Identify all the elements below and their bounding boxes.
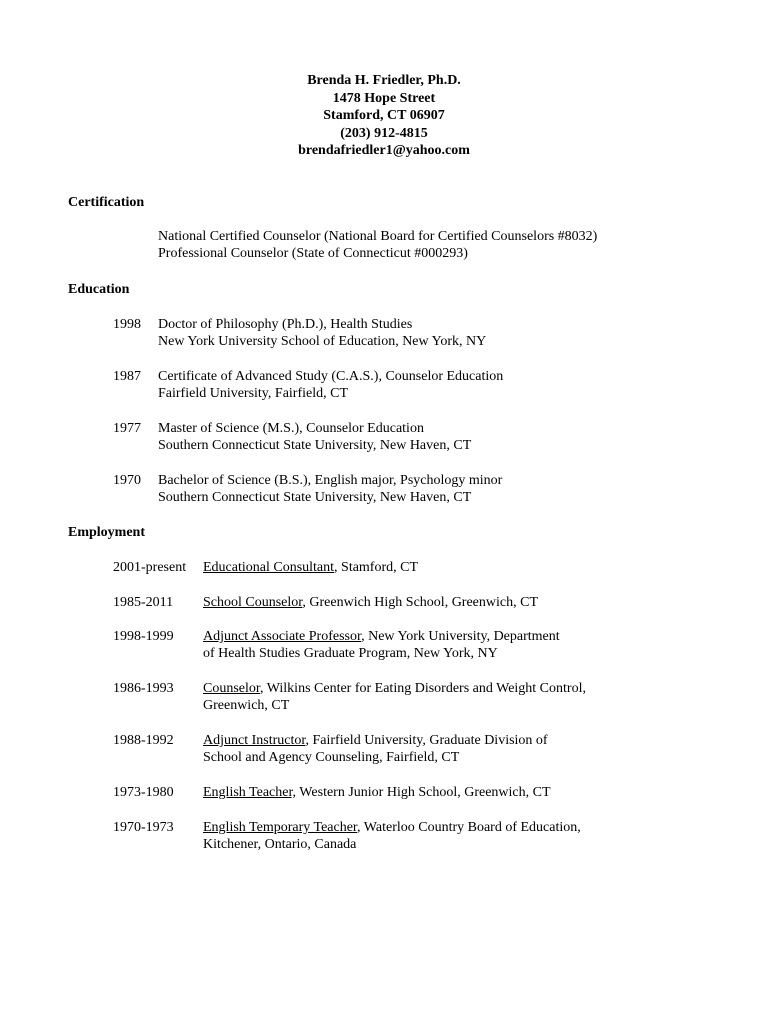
- job-details: , New York University, Department: [361, 629, 560, 644]
- job-details: , Wilkins Center for Eating Disorders and Weight Control,: [260, 681, 586, 696]
- education-year: 1970: [113, 473, 141, 488]
- education-year: 1977: [113, 421, 141, 436]
- email-address: brendafriedler1@yahoo.com: [298, 143, 470, 158]
- phone-number: (203) 912-4815: [340, 125, 428, 141]
- job-details-continued: School and Agency Counseling, Fairfield, CT: [203, 750, 460, 765]
- education-degree: Doctor of Philosophy (Ph.D.), Health Studies: [158, 317, 413, 332]
- city-state-zip: Stamford, CT 06907: [323, 108, 445, 123]
- job-details: , Fairfield University, Graduate Division of: [305, 733, 548, 748]
- job-title: Adjunct Associate Professor: [203, 629, 362, 644]
- education-degree: Master of Science (M.S.), Counselor Education: [158, 421, 424, 436]
- education-school: Fairfield University, Fairfield, CT: [158, 386, 348, 401]
- job-details-continued: of Health Studies Graduate Program, New York, NY: [203, 646, 498, 661]
- certification-list: [158, 228, 597, 262]
- education-degree: Certificate of Advanced Study (C.A.S.), Counselor Education: [158, 369, 504, 384]
- job-details-continued: Greenwich, CT: [203, 698, 290, 713]
- employment-years: 1970-1973: [113, 820, 174, 835]
- job-details: , Greenwich High School, Greenwich, CT: [302, 595, 538, 610]
- job-title: English Teacher,: [203, 785, 297, 800]
- employment-years: 1986-1993: [113, 681, 174, 696]
- employment-years: 2001-present: [113, 560, 187, 575]
- resume-header: [0, 72, 768, 160]
- certification-item: National Certified Counselor (National Board for Certified Counselors #8032): [158, 229, 598, 244]
- education-year: 1998: [113, 317, 141, 332]
- education-school: Southern Connecticut State University, New Haven, CT: [158, 490, 472, 505]
- certification-item: Professional Counselor (State of Connecticut #000293): [158, 246, 468, 261]
- education-school: New York University School of Education, New York, NY: [158, 334, 487, 349]
- employment-years: 1998-1999: [113, 629, 174, 644]
- section-heading-employment: Employment: [68, 525, 145, 540]
- education-degree: Bachelor of Science (B.S.), English major, Psychology minor: [158, 473, 503, 488]
- section-heading-education: Education: [68, 282, 130, 297]
- job-title: Educational Consultant: [203, 560, 335, 575]
- employment-years: 1985-2011: [113, 595, 174, 610]
- education-year: 1987: [113, 369, 141, 384]
- job-details: , Stamford, CT: [334, 560, 419, 575]
- person-name: Brenda H. Friedler, Ph.D.: [307, 73, 461, 88]
- job-details-continued: Kitchener, Ontario, Canada: [203, 837, 357, 852]
- job-details: Western Junior High School, Greenwich, CT: [296, 785, 551, 800]
- job-title: School Counselor: [203, 595, 303, 610]
- job-title: Counselor: [203, 681, 260, 696]
- job-details: , Waterloo Country Board of Education,: [357, 820, 581, 835]
- section-heading-certification: Certification: [68, 195, 145, 210]
- job-title: Adjunct Instructor: [203, 733, 306, 748]
- employment-years: 1988-1992: [113, 733, 174, 748]
- education-school: Southern Connecticut State University, New Haven, CT: [158, 438, 472, 453]
- employment-years: 1973-1980: [113, 785, 174, 800]
- job-title: English Temporary Teacher: [203, 820, 358, 835]
- street-address: 1478 Hope Street: [332, 90, 436, 106]
